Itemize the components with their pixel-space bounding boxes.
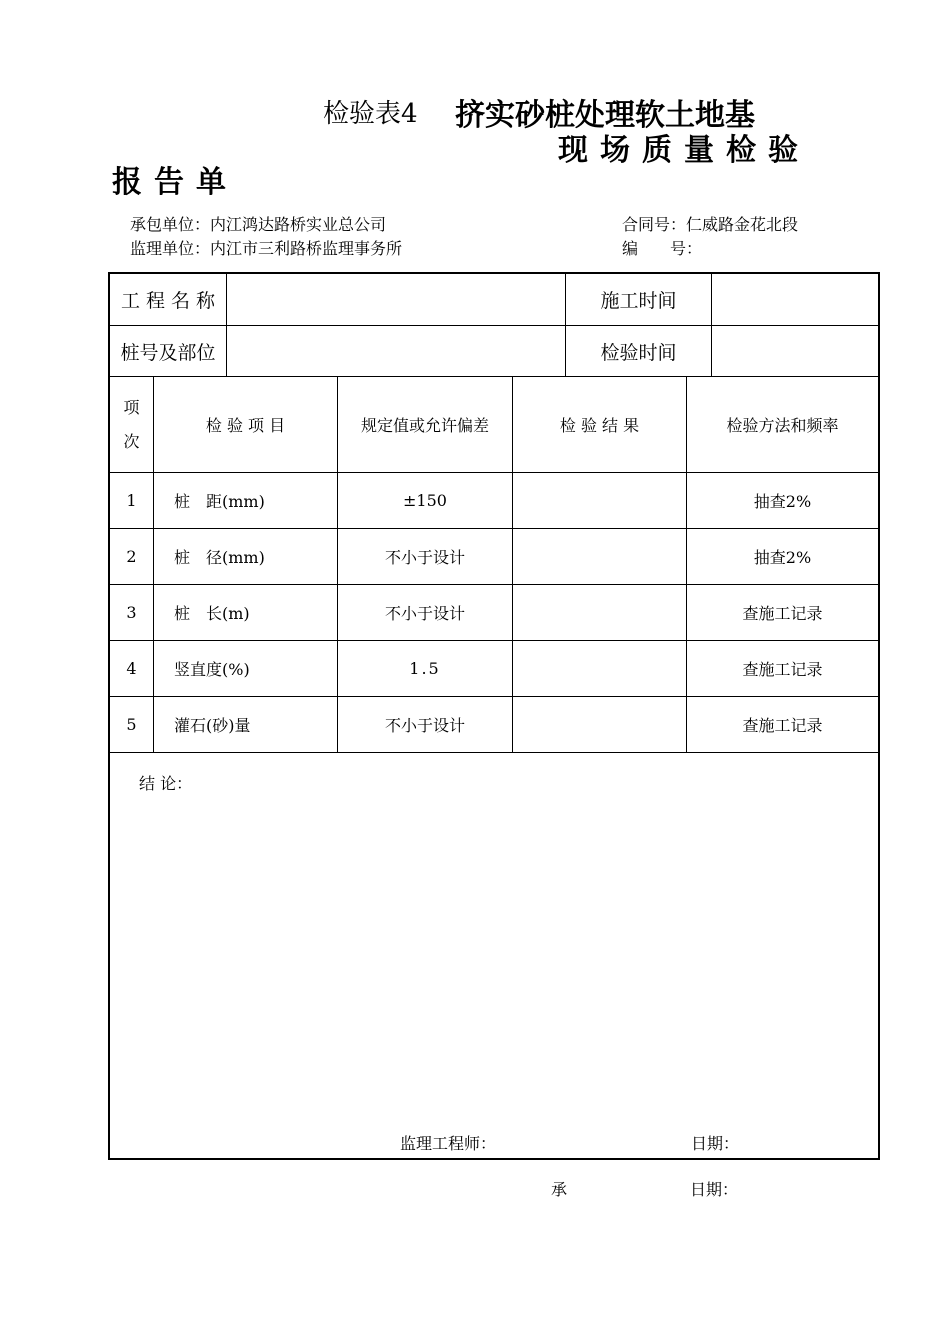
row-result[interactable] (513, 529, 686, 584)
row-seq: 3 (126, 603, 137, 622)
contractor-signature-label: 承 (551, 1180, 568, 1199)
row-seq: 4 (126, 659, 137, 678)
pile-location-value[interactable] (227, 326, 565, 376)
project-name-value[interactable] (227, 274, 565, 325)
form-number: 检验表4 (323, 99, 418, 129)
project-name-label: 工 程 名 称 (120, 290, 216, 312)
row-item: 桩 距(mm) (174, 492, 265, 511)
header-method: 检验方法和频率 (726, 416, 839, 435)
row-result[interactable] (513, 585, 686, 640)
header-result: 检 验 结 果 (559, 416, 640, 435)
row-item: 桩 径(mm) (174, 548, 265, 567)
conclusion-label: 结 论： (139, 774, 193, 793)
contractor-date-label: 日期： (690, 1180, 739, 1199)
serial-number: 编 号： (622, 239, 703, 258)
engineer-signature-label: 监理工程师： (400, 1134, 497, 1153)
conclusion-area[interactable] (130, 799, 858, 1109)
form-title: 挤实砂桩处理软土地基 (455, 98, 755, 133)
row-result[interactable] (513, 697, 686, 752)
row-spec: 不小于设计 (384, 716, 465, 735)
pile-location-label: 桩号及部位 (120, 341, 216, 364)
contractor-unit: 承包单位：内江鸿达路桥实业总公司 (130, 215, 387, 234)
contract-number: 合同号：仁威路金花北段 (622, 215, 799, 234)
row-seq: 2 (126, 547, 137, 566)
form-subtitle: 现场质量检验 (558, 133, 810, 168)
inspection-form-table (108, 272, 880, 1160)
row-item: 灌石(砂)量 (174, 716, 251, 735)
row-seq: 1 (126, 491, 137, 510)
row-method: 查施工记录 (742, 716, 823, 735)
row-spec: 1.5 (409, 659, 441, 678)
inspection-time-label: 检验时间 (600, 341, 677, 364)
inspection-time-value[interactable] (712, 326, 878, 376)
row-seq: 5 (126, 715, 137, 734)
header-seq: 项 次 (123, 397, 140, 451)
header-item: 检 验 项 目 (205, 416, 286, 435)
engineer-date-label: 日期： (691, 1134, 740, 1153)
header-spec: 规定值或允许偏差 (360, 416, 489, 435)
form-subtitle-2: 报告单 (112, 165, 238, 200)
row-method: 查施工记录 (742, 660, 823, 679)
row-spec: 不小于设计 (384, 604, 465, 623)
row-divider (110, 752, 878, 753)
row-spec: 不小于设计 (384, 548, 465, 567)
row-item: 竖直度(%) (174, 660, 250, 679)
row-item: 桩 长(m) (174, 604, 250, 623)
construction-time-value[interactable] (712, 274, 878, 325)
supervisor-unit: 监理单位：内江市三利路桥监理事务所 (130, 239, 403, 258)
row-spec: ±150 (403, 491, 447, 510)
row-method: 抽查2% (753, 492, 812, 511)
row-method: 抽查2% (753, 548, 812, 567)
row-method: 查施工记录 (742, 604, 823, 623)
row-result[interactable] (513, 641, 686, 696)
row-result[interactable] (513, 473, 686, 528)
construction-time-label: 施工时间 (600, 290, 677, 312)
